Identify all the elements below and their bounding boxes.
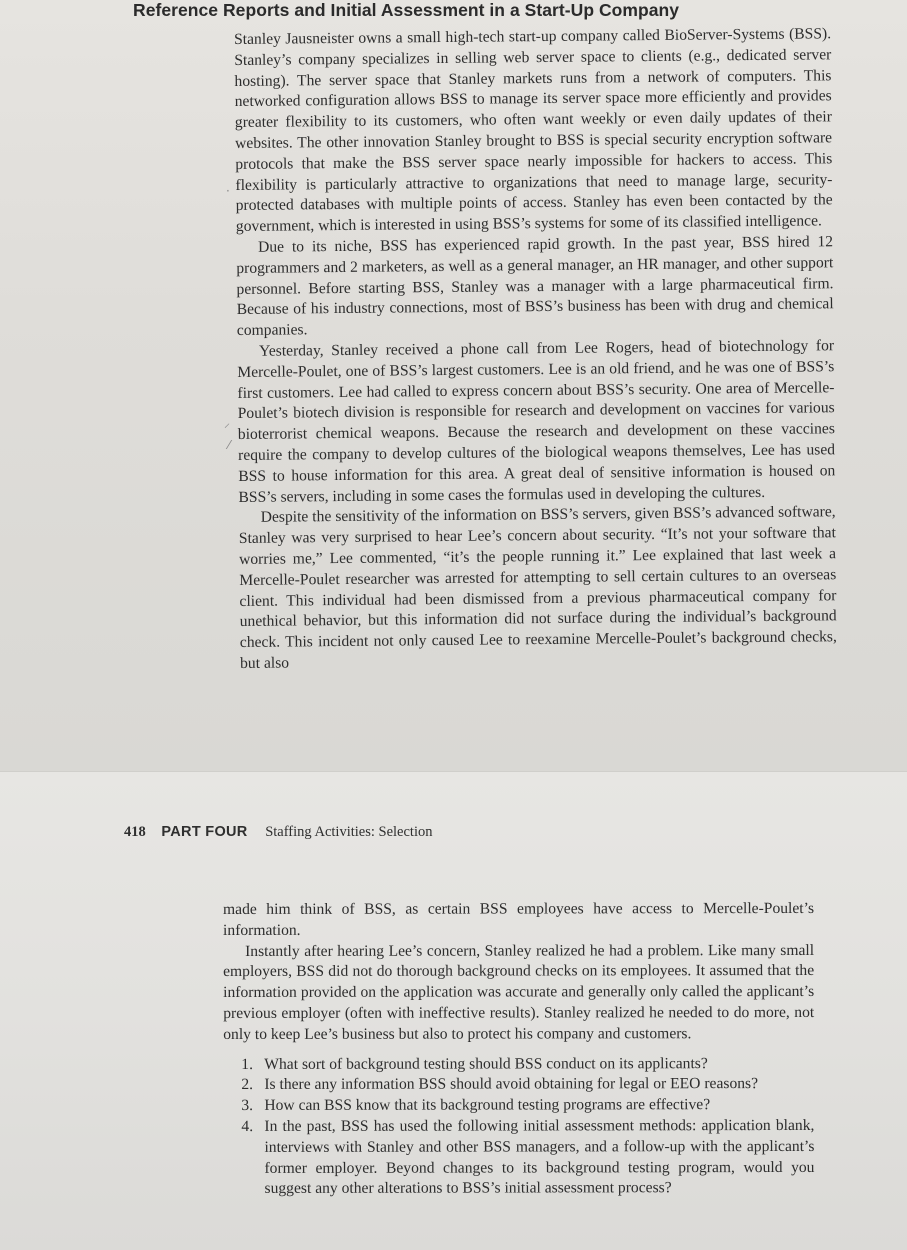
discussion-questions <box>241 1054 814 1201</box>
question-text: Is there any information BSS should avoid obtaining for legal or EEO reasons? <box>264 1075 759 1094</box>
paragraph: Despite the sensitivity of the information on BSS’s servers, given BSS’s advanced software, Stanley was very surprised to hear Lee’s concern about security. “It’s not your software that worries me,” Lee commented, “it’s the people running it.” Lee explained that last week a Mercelle-Poulet researcher was arrested for attempting to sell certain cultures to an overseas client. This individual had been dismissed from a previous pharmaceutical company for unethical behavior, but this information did not surface during the individual’s background check. This incident not only caused Lee to reexamine Mercelle-Poulet’s background checks, but also <box>238 503 837 672</box>
paragraph: Yesterday, Stanley received a phone call from Lee Rogers, head of biotechnology for Mercelle-Poulet, one of BSS’s largest customers. Lee is an old friend, and he was one of BSS’s first customers. Lee had called to express concern about BSS’s security. One area of Mercelle-Poulet’s biotech division is responsible for research and development on vaccines for various bioterrorist chemical weapons. Because the research and development on these vaccines require the company to develop cultures of the biological weapons themselves, Lee has used BSS to house information for this area. A great deal of sensitive information is housed on BSS’s servers, including in some cases the formulas used in developing the cultures. <box>237 337 836 506</box>
question-item <box>241 1095 814 1117</box>
margin-dot: · <box>226 184 230 198</box>
question-number: 2. <box>241 1076 254 1094</box>
case-body-bottom <box>223 899 815 1200</box>
section-label: Staffing Activities: Selection <box>265 824 433 840</box>
case-title: Reference Reports and Initial Assessment in a Start-Up Company <box>133 0 680 20</box>
question-number: 1. <box>241 1055 254 1073</box>
margin-pencil-mark: ⁄ <box>228 438 231 452</box>
paragraph: made him think of BSS, as certain BSS employees have access to Mercelle-Poulet’s information. <box>223 899 815 939</box>
part-label: PART FOUR <box>161 824 248 840</box>
question-item <box>241 1054 814 1076</box>
question-number: 3. <box>241 1097 254 1115</box>
question-text: What sort of background testing should BSS conduct on its applicants? <box>264 1054 708 1073</box>
question-number: 4. <box>241 1117 254 1135</box>
paragraph: Stanley Jausneister owns a small high-tech start-up company called BioServer-Systems (BSS). Stanley’s company specializes in selling web server space to clients (e.g., dedicated server hosting). The server space that Stanley markets runs from a network of computers. This networked configuration allows BSS to manage its server space more efficiently and provides greater flexibility to its customers, who often want weekly or even daily updates of their websites. The other innovation Stanley brought to BSS is special security encryption software protocols that make the BSS server space nearly impossible for hackers to access. This flexibility is particularly attractive to organizations that need to manage large, security-protected databases with multiple points of access. Stanley has even been contacted by the government, which is interested in using BSS’s systems for some of its classified intelligence. <box>234 25 833 236</box>
case-body-top <box>234 24 837 674</box>
paragraph: Instantly after hearing Lee’s concern, Stanley realized he had a problem. Like many small employers, BSS did not do thorough background checks on its employees. It assumed that the information provided on the application was accurate and generally only called the applicant’s previous employer (often with ineffective results). Stanley realized he needed to do more, not only to keep Lee’s business but also to protect his company and customers. <box>223 941 815 1043</box>
question-item <box>241 1074 814 1096</box>
question-item <box>241 1116 814 1200</box>
page-number: 418 <box>124 824 146 840</box>
paragraph: Due to its niche, BSS has experienced rapid growth. In the past year, BSS hired 12 programmers and 2 marketers, as well as a general manager, an HR manager, and other support personnel. Before starting BSS, Stanley was a manager with a large pharmaceutical firm. Because of his industry connections, most of BSS’s business has been with drug and chemical companies. <box>236 233 834 340</box>
question-text: In the past, BSS has used the following initial assessment methods: application blank, interviews with Stanley and other BSS managers, and a follow-up with the applicant’s former employer. Beyond changes to its background testing program, would you suggest any other alterations to BSS’s initial assessment process? <box>264 1116 815 1198</box>
margin-tick-mark: ⸝ <box>224 416 231 430</box>
page-footer <box>124 824 432 841</box>
question-text: How can BSS know that its background testing programs are effective? <box>264 1096 711 1115</box>
